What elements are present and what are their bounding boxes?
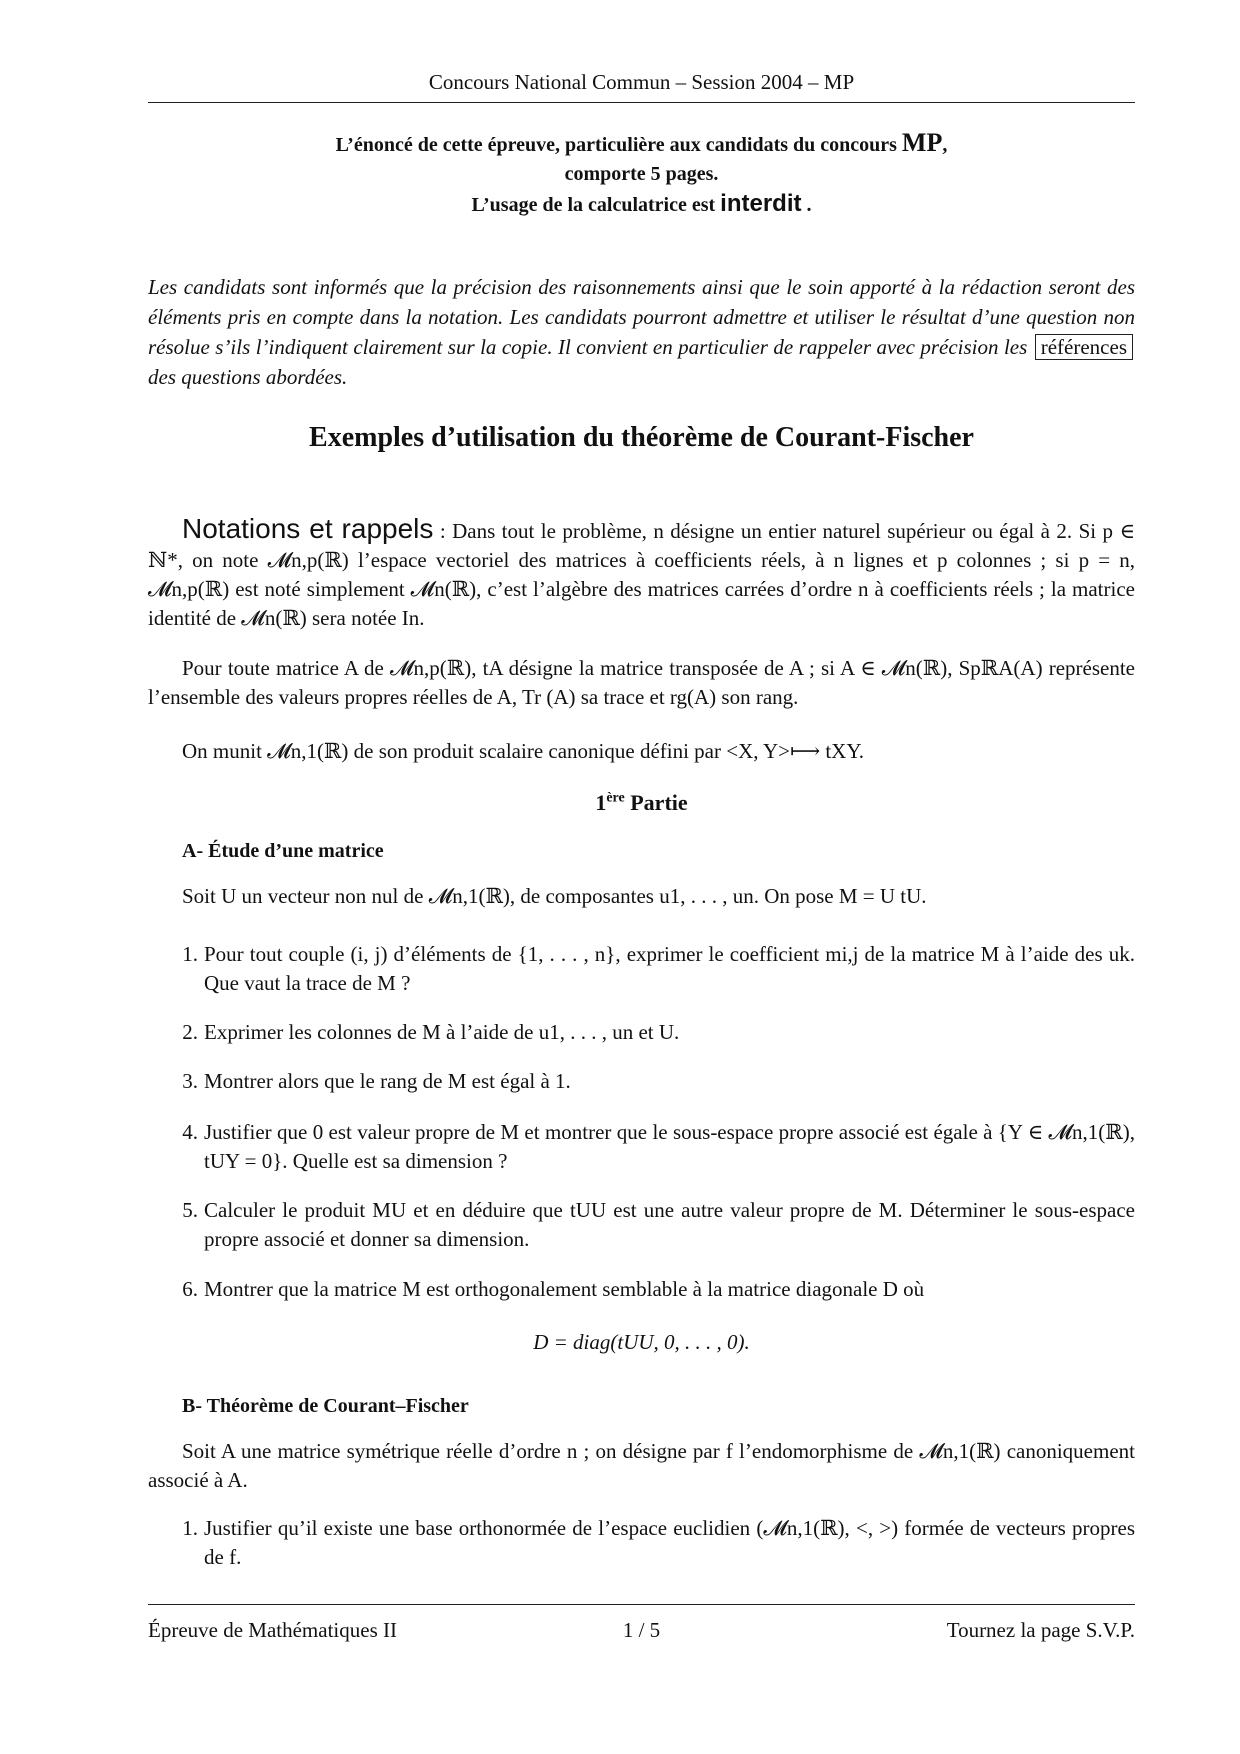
question-text: Calculer le produit MU et en déduire que tUU est une autre valeur propre de M. Déterminer le sous-espace propre associé et donner sa dimension. [204,1198,1135,1251]
question-a2 [148,1018,1135,1047]
question-a3 [148,1067,1135,1096]
section-a-title: A- Étude d’une matrice [182,840,384,862]
question-text: Exprimer les colonnes de M à l’aide de u1, . . . , un et U. [204,1020,680,1044]
notations-paragraph [148,514,1135,633]
intro-line-3 [148,189,1135,220]
diag-formula: D = diag(tUU, 0, . . . , 0). [533,1330,750,1354]
question-a4 [148,1118,1135,1176]
question-number: 2. [182,1020,198,1044]
intro-text: L’énoncé de cette épreuve, particulière aux candidats du concours [335,134,897,156]
intro-line-2: comporte 5 pages. [564,163,719,185]
intro-line-1 [148,128,1135,160]
intro-mp: MP [901,128,943,157]
part-sup: ère [606,790,625,806]
question-number: 1. [182,942,198,966]
footer-rule [148,1604,1135,1605]
question-b1 [148,1514,1135,1572]
part-label: Partie [630,790,688,815]
intro-text: L’usage de la calculatrice est [471,194,716,216]
question-number: 5. [182,1198,198,1222]
question-text: Montrer alors que le rang de M est égal à 1. [204,1069,571,1093]
section-a-intro: Soit U un vecteur non nul de 𝓜n,1(ℝ), de composantes u1, . . . , un. On pose M = U tU. [182,884,927,908]
question-text: Justifier que 0 est valeur propre de M et montrer que le sous-espace propre associé est égale à {Y ∈ 𝓜n,1(ℝ), tUY = 0}. Quelle est sa dimension ? [204,1120,1135,1173]
notations-paragraph-2: Pour toute matrice A de 𝓜n,p(ℝ), tA désigne la matrice transposée de A ; si A ∈ 𝓜n(ℝ), SpℝA(A) représente l’ensemble des valeurs propres réelles de A, Tr (A) sa trace et rg(A) son rang. [148,656,1135,709]
notations-heading: Notations et rappels [182,513,434,544]
question-text: Montrer que la matrice M est orthogonalement semblable à la matrice diagonale D où [204,1277,925,1301]
header-rule [148,102,1135,103]
part-number: 1 [595,790,607,815]
instructions-tail: des questions abordées. [148,365,348,389]
problem-title: Exemples d’utilisation du théorème de Courant-Fischer [309,422,974,453]
question-text: Justifier qu’il existe une base orthonormée de l’espace euclidien (𝓜n,1(ℝ), <, >) formée de vecteurs propres de f. [204,1516,1135,1569]
notations-paragraph-3: On munit 𝓜n,1(ℝ) de son produit scalaire canonique défini par <X, Y>⟼ tXY. [182,739,865,763]
notations-text: : Dans tout le problème, n désigne un entier naturel supérieur ou égal à 2. Si p ∈ ℕ*, on note 𝓜n,p(ℝ) l’espace vectoriel des matrices à coefficients réels, à n lignes et p colonnes ; si p = n, 𝓜n,p(ℝ) est noté simplement 𝓜n(ℝ), c’est l’algèbre des matrices carrées d’ordre n à coefficients réels ; la matrice identité de 𝓜n(ℝ) sera notée In. [148,519,1135,630]
question-a5 [148,1196,1135,1254]
question-number: 1. [182,1516,198,1540]
question-a6 [148,1275,1135,1304]
question-number: 3. [182,1069,198,1093]
question-text: Pour tout couple (i, j) d’éléments de {1, . . . , n}, exprimer le coefficient mi,j de la matrice M à l’aide des uk. Que vaut la trace de M ? [204,942,1135,995]
question-number: 6. [182,1277,198,1301]
question-number: 4. [182,1120,198,1144]
footer-right: Tournez la page S.V.P. [946,1618,1135,1642]
exam-intro [148,128,1135,220]
intro-punct: . [806,194,812,216]
instructions-paragraph [148,272,1135,392]
question-a1 [148,940,1135,998]
instructions-text: Les candidats sont informés que la précision des raisonnements ainsi que le soin apporté à la rédaction seront des éléments pris en compte dans la notation. Les candidats pourront admettre et utiliser le résultat d’une question non résolue s’ils l’indiquent clairement sur la copie. Il convient en particulier de rappeler avec précision les [148,275,1135,359]
page-header: Concours National Commun – Session 2004 – MP [428,70,855,94]
intro-interdit: interdit [720,190,802,217]
section-b-title: B- Théorème de Courant–Fischer [182,1395,469,1417]
page-footer [148,1618,1135,1648]
part-title [148,790,1135,816]
footer-left: Épreuve de Mathématiques II [148,1618,397,1642]
page-number: 1 / 5 [622,1618,661,1642]
references-box: références [1035,334,1133,360]
section-b-intro: Soit A une matrice symétrique réelle d’ordre n ; on désigne par f l’endomorphisme de 𝓜n,1(ℝ) canoniquement associé à A. [148,1439,1135,1492]
intro-punct: , [942,134,948,156]
